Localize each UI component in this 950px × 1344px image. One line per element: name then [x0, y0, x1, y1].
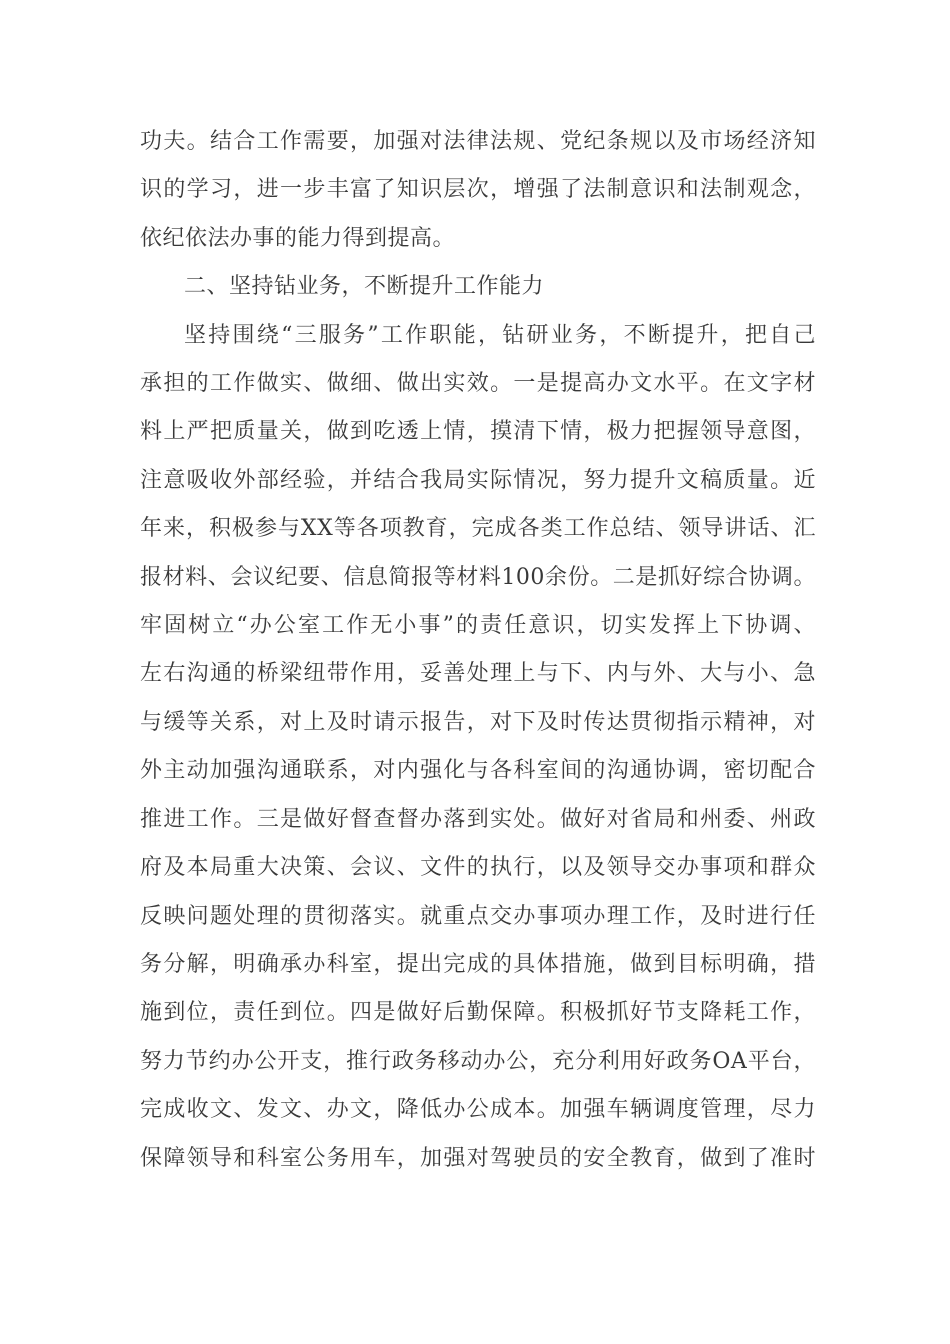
text-line: 推进工作。三是做好督查督办落到实处。做好对省局和州委、州政 [140, 806, 816, 832]
text-line: 努力节约办公开支，推行政务移动办公，充分利用好政务OA平台， [140, 1048, 816, 1074]
text-line: 坚持围绕“三服务”工作职能，钻研业务，不断提升，把自己 [184, 322, 816, 348]
text-line: 二、坚持钻业务，不断提升工作能力 [184, 274, 545, 300]
text-line: 功夫。结合工作需要，加强对法律法规、党纪条规以及市场经济知 [140, 129, 816, 154]
text-line: 年来，积极参与XX等各项教育，完成各类工作总结、领导讲话、汇 [140, 516, 816, 542]
text-line: 左右沟通的桥梁纽带作用，妥善处理上与下、内与外、大与小、急 [140, 661, 816, 687]
text-line: 保障领导和科室公务用车，加强对驾驶员的安全教育，做到了准时 [140, 1145, 816, 1171]
text-line: 外主动加强沟通联系，对内强化与各科室间的沟通协调，密切配合 [140, 758, 816, 784]
paragraph-body [140, 312, 816, 1183]
text-line: 注意吸收外部经验，并结合我局实际情况，努力提升文稿质量。近 [140, 467, 816, 493]
text-line: 报材料、会议纪要、信息简报等材料100余份。二是抓好综合协调。 [140, 564, 816, 590]
text-line: 府及本局重大决策、会议、文件的执行，以及领导交办事项和群众 [140, 855, 816, 881]
text-line: 反映问题处理的贯彻落实。就重点交办事项办理工作，及时进行任 [140, 903, 816, 929]
text-line: 施到位，责任到位。四是做好后勤保障。积极抓好节支降耗工作， [140, 1000, 816, 1026]
text-line: 务分解，明确承办科室，提出完成的具体措施，做到目标明确，措 [140, 951, 816, 977]
text-line: 料上严把质量关，做到吃透上情，摸清下情，极力把握领导意图， [140, 419, 816, 445]
text-line: 完成收文、发文、办文，降低办公成本。加强车辆调度管理，尽力 [140, 1097, 816, 1123]
text-line: 与缓等关系，对上及时请示报告，对下及时传达贯彻指示精神，对 [140, 709, 816, 735]
text-line: 承担的工作做实、做细、做出实效。一是提高办文水平。在文字材 [140, 371, 816, 397]
text-line: 依纪依法办事的能力得到提高。 [140, 225, 456, 251]
section-heading [140, 263, 816, 311]
text-line: 识的学习，进一步丰富了知识层次，增强了法制意识和法制观念， [140, 177, 816, 203]
text-line: 牢固树立“办公室工作无小事”的责任意识，切实发挥上下协调、 [140, 613, 816, 639]
document-text-block [140, 118, 816, 1183]
paragraph-continuation [140, 118, 816, 263]
